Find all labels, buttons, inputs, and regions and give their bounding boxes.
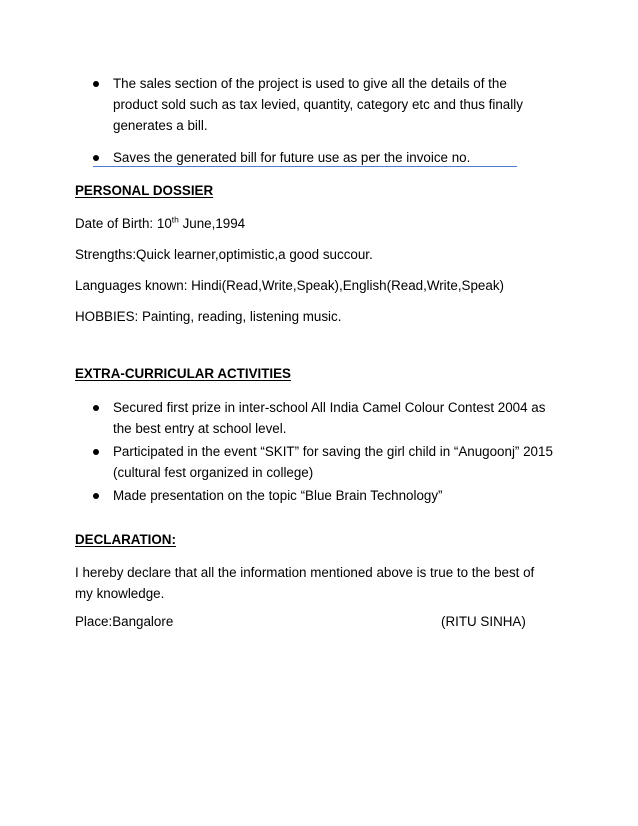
list-item [93, 441, 563, 483]
project-bullet-text: Saves the generated bill for future use as per the invoice no. [113, 150, 471, 165]
list-item [93, 147, 523, 168]
activity-text: Made presentation on the topic “Blue Brain Technology” [113, 488, 443, 503]
personal-dossier-heading: PERSONAL DOSSIER [75, 183, 214, 198]
list-item [93, 73, 523, 136]
bullet-icon [93, 81, 99, 87]
dob-suffix: June,1994 [178, 216, 246, 231]
project-bullet-text: The sales section of the project is used to give all the details of the product sold such as tax levied, quantity, category etc and thus finally generates a bill. [113, 76, 523, 133]
divider [93, 166, 517, 167]
bullet-icon [93, 405, 99, 411]
signature-name: (RITU SINHA) [441, 614, 526, 629]
bullet-icon [93, 449, 99, 455]
strengths: Strengths:Quick learner,optimistic,a good succour. [75, 247, 373, 262]
list-item [93, 485, 563, 506]
languages-known: Languages known: Hindi(Read,Write,Speak),English(Read,Write,Speak) [75, 278, 504, 293]
date-of-birth [75, 216, 245, 231]
extra-curricular-list [93, 397, 563, 506]
dob-superscript: th [171, 214, 179, 225]
extra-curricular-heading: EXTRA-CURRICULAR ACTIVITIES [75, 366, 291, 381]
declaration-text: I hereby declare that all the information mentioned above is true to the best of my knowledge. [75, 565, 535, 601]
hobbies: HOBBIES: Painting, reading, listening music. [75, 309, 342, 324]
list-item [93, 397, 563, 439]
activity-text: Secured first prize in inter-school All India Camel Colour Contest 2004 as the best entry at school level. [113, 400, 546, 436]
place: Place:Bangalore [75, 614, 174, 629]
bullet-icon [93, 493, 99, 499]
activity-text: Participated in the event “SKIT” for saving the girl child in “Anugoonj” 2015 (cultural fest organized in college) [113, 444, 553, 480]
declaration-heading: DECLARATION: [75, 532, 176, 547]
project-bullet-list [93, 73, 523, 168]
bullet-icon [93, 155, 99, 161]
dob-prefix: Date of Birth: 10 [75, 216, 172, 231]
